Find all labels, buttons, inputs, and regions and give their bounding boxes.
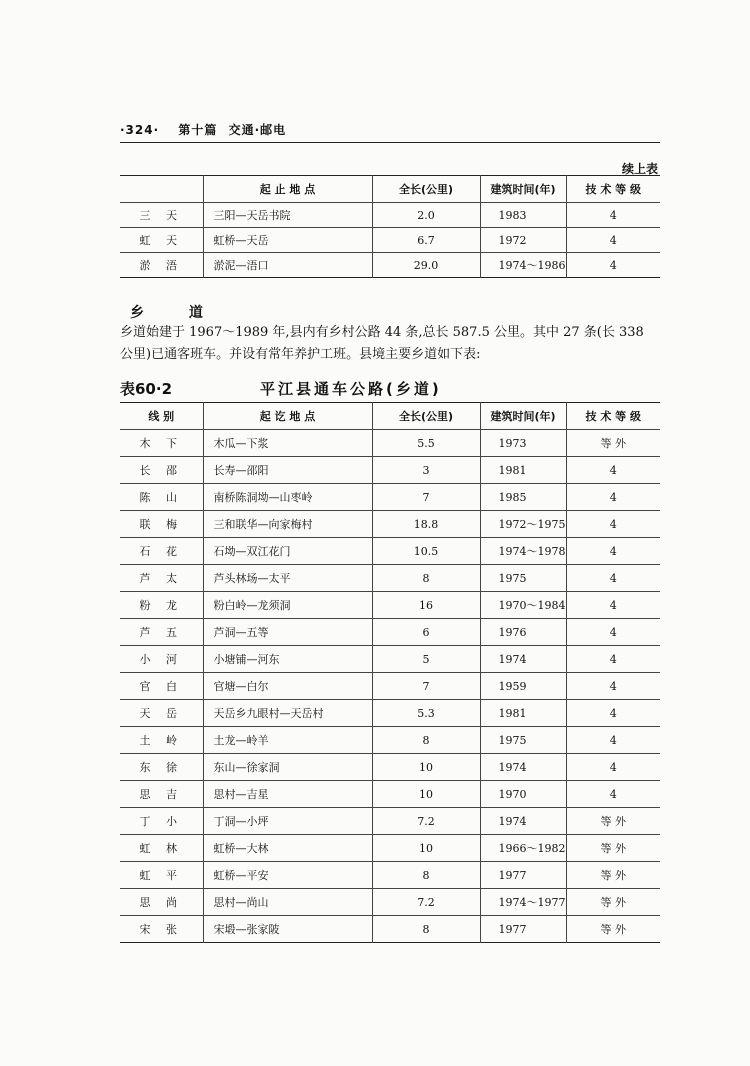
table-cell: 7.2 (372, 808, 480, 835)
table-cell: 4 (566, 754, 660, 781)
table-row (120, 889, 660, 916)
table-cell: 土 岭 (139, 734, 183, 747)
table-cell: 10 (372, 835, 480, 862)
table-cell: 淤 浯 (139, 259, 183, 272)
table-cell: 5 (372, 646, 480, 673)
table-cell: 思村—尚山 (203, 889, 372, 916)
table-cell: 1976 (480, 619, 566, 646)
page-header (120, 121, 286, 138)
table-cell: 4 (566, 619, 660, 646)
paragraph-line: 公里)已通客班车。并设有常年养护工班。县境主要乡道如下表: (120, 347, 481, 362)
table-row (120, 673, 660, 700)
table-cell: 三阳—天岳书院 (203, 203, 372, 228)
table-cell: 石 花 (139, 545, 183, 558)
table-cell: 4 (566, 727, 660, 754)
table-cell: 7 (372, 673, 480, 700)
table-row (120, 727, 660, 754)
table-row (120, 538, 660, 565)
table-cell: 1966～1982 (480, 835, 566, 862)
table-cell: 8 (372, 565, 480, 592)
table-cell: 1981 (480, 457, 566, 484)
table-cell: 1974 (480, 754, 566, 781)
table-row (120, 808, 660, 835)
table-cell: 虹 平 (139, 869, 183, 882)
table-cell: 4 (566, 511, 660, 538)
table-cell: 3 (372, 457, 480, 484)
table-cell: 4 (566, 592, 660, 619)
table-cell: 1974 (480, 808, 566, 835)
table-cell: 6.7 (372, 228, 480, 253)
table-cell: 虹 林 (139, 842, 183, 855)
table-row (120, 253, 660, 278)
table-cell: 虹桥—天岳 (203, 228, 372, 253)
table-cell: 土龙—岭羊 (203, 727, 372, 754)
table-cell: 4 (566, 646, 660, 673)
table-cell: 4 (566, 565, 660, 592)
table-cell: 4 (566, 203, 660, 228)
table-cell: 1972 (480, 228, 566, 253)
table-cell: 思 尚 (139, 896, 183, 909)
table-cell: 4 (566, 781, 660, 808)
table-caption (120, 378, 660, 399)
table-cell: 4 (566, 673, 660, 700)
col-header: 起 讫 地 点 (203, 403, 372, 430)
col-header: 起 止 地 点 (203, 176, 372, 203)
table-cell: 1974～1978 (480, 538, 566, 565)
table-cell: 4 (566, 484, 660, 511)
table-cell: 芦洞—五等 (203, 619, 372, 646)
table-cell: 思村—吉星 (203, 781, 372, 808)
header-rule (120, 142, 660, 143)
col-header: 建筑时间(年) (480, 403, 566, 430)
table-cell: 1959 (480, 673, 566, 700)
col-header: 技 术 等 级 (566, 403, 660, 430)
table-cell: 等 外 (566, 835, 660, 862)
table-row (120, 430, 660, 457)
table-cell: 联 梅 (139, 518, 183, 531)
table-cell: 官 白 (139, 680, 183, 693)
col-header: 全长(公里) (372, 403, 480, 430)
table-cell: 29.0 (372, 253, 480, 278)
table-cell: 7 (372, 484, 480, 511)
table-cell: 芦头林场—太平 (203, 565, 372, 592)
table-cell: 5.3 (372, 700, 480, 727)
section-title-header: 交通·邮电 (228, 123, 287, 137)
table-cell: 1975 (480, 565, 566, 592)
table-row (120, 484, 660, 511)
table-cell: 4 (566, 228, 660, 253)
table-cell: 小 河 (139, 653, 183, 666)
table-cell: 虹桥—大林 (203, 835, 372, 862)
table-cell: 三和联华—向家梅村 (203, 511, 372, 538)
table-cell: 1972～1975 (480, 511, 566, 538)
table-cell: 1977 (480, 916, 566, 943)
table-row (120, 457, 660, 484)
table-row (120, 619, 660, 646)
table-row (120, 203, 660, 228)
table-cell: 1975 (480, 727, 566, 754)
table-cell: 8 (372, 862, 480, 889)
table-cell: 2.0 (372, 203, 480, 228)
table-row (120, 592, 660, 619)
table-cell: 4 (566, 457, 660, 484)
table-cell: 三 天 (139, 209, 183, 222)
table-cell: 宋塅—张家陂 (203, 916, 372, 943)
table-cell: 1985 (480, 484, 566, 511)
table-cell: 陈 山 (139, 491, 183, 504)
table-row (120, 700, 660, 727)
table-cell: 等 外 (566, 808, 660, 835)
table-cell: 虹 天 (139, 234, 183, 247)
table-cell: 1973 (480, 430, 566, 457)
table-cell: 10 (372, 754, 480, 781)
table-cell: 6 (372, 619, 480, 646)
table-cell: 天 岳 (139, 707, 183, 720)
table-cell: 天岳乡九眼村—天岳村 (203, 700, 372, 727)
table-cell: 虹桥—平安 (203, 862, 372, 889)
table-cell: 木瓜—下浆 (203, 430, 372, 457)
table-cell: 7.2 (372, 889, 480, 916)
table-cell: 丁 小 (139, 815, 183, 828)
col-header: 线 别 (148, 410, 175, 423)
table-cell: 等 外 (566, 889, 660, 916)
table-cell: 1977 (480, 862, 566, 889)
section-heading: 乡 道 (130, 305, 223, 321)
table-cell: 等 外 (566, 862, 660, 889)
table-cell: 等 外 (566, 430, 660, 457)
table-header-row (120, 403, 660, 430)
table-row (120, 228, 660, 253)
table-cell: 石坳—双江花门 (203, 538, 372, 565)
table-cell: 东山—徐家洞 (203, 754, 372, 781)
table-cell: 8 (372, 727, 480, 754)
table-row (120, 862, 660, 889)
table-township-roads (120, 402, 660, 943)
part-title: 第十篇 (178, 123, 218, 137)
table-cell: 1974 (480, 646, 566, 673)
table-cell: 18.8 (372, 511, 480, 538)
col-header (120, 176, 203, 203)
table-cell: 16 (372, 592, 480, 619)
table-cell: 1970 (480, 781, 566, 808)
table-cell: 4 (566, 538, 660, 565)
table-cell: 南桥陈洞坳—山枣岭 (203, 484, 372, 511)
table-cell: 长寿—邵阳 (203, 457, 372, 484)
table-cell: 10.5 (372, 538, 480, 565)
table-cell: 1983 (480, 203, 566, 228)
table-row (120, 754, 660, 781)
paragraph-line: 乡道始建于 1967～1989 年,县内有乡村公路 44 条,总长 587.5 公里。其中 27 条(长 338 (120, 325, 644, 340)
page-number: ·324· (120, 123, 160, 137)
table-row (120, 565, 660, 592)
continued-label: 续上表 (621, 162, 658, 176)
table-number: 表60·2 (120, 380, 173, 398)
table-cell: 丁洞—小坪 (203, 808, 372, 835)
table-cell: 1970～1984 (480, 592, 566, 619)
table-cell: 5.5 (372, 430, 480, 457)
table-row (120, 511, 660, 538)
table-row (120, 781, 660, 808)
table-cell: 小塘铺—河东 (203, 646, 372, 673)
table-cell: 10 (372, 781, 480, 808)
table-title: 平江县通车公路(乡道) (260, 380, 442, 398)
table-cell: 芦 太 (139, 572, 183, 585)
table-cell: 1974～1977 (480, 889, 566, 916)
table-cell: 官塘—白尔 (203, 673, 372, 700)
table-cell: 宋 张 (139, 923, 183, 936)
table-cell: 粉 龙 (139, 599, 183, 612)
table-cell: 淤泥—浯口 (203, 253, 372, 278)
table-cell: 4 (566, 700, 660, 727)
table-cell: 1981 (480, 700, 566, 727)
table-row (120, 646, 660, 673)
table-cell: 8 (372, 916, 480, 943)
table-row (120, 916, 660, 943)
col-header: 建筑时间(年) (480, 176, 566, 203)
table-cell: 等 外 (566, 916, 660, 943)
table-cell: 1974～1986 (480, 253, 566, 278)
table-continued (120, 175, 660, 278)
table-cell: 4 (566, 253, 660, 278)
table-cell: 长 邵 (139, 464, 183, 477)
col-header: 全长(公里) (372, 176, 480, 203)
table-cell: 芦 五 (139, 626, 183, 639)
table-cell: 东 徐 (139, 761, 183, 774)
table-cell: 木 下 (139, 437, 183, 450)
table-cell: 思 吉 (139, 788, 183, 801)
table-header-row (120, 176, 660, 203)
table-row (120, 835, 660, 862)
table-cell: 粉白岭—龙须洞 (203, 592, 372, 619)
col-header: 技 术 等 级 (566, 176, 660, 203)
